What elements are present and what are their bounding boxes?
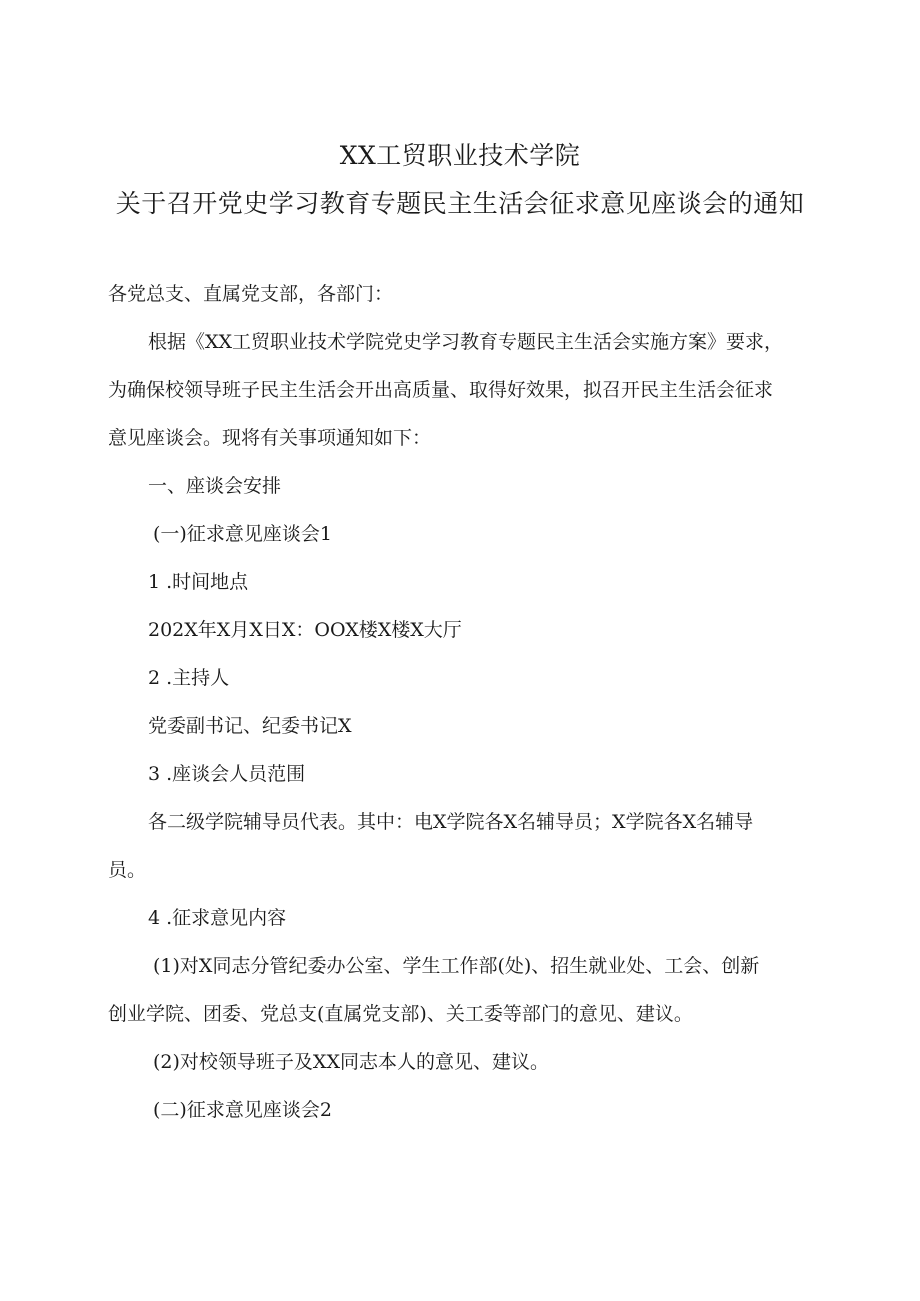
item-text-attendees	[108, 798, 828, 894]
content-point-1-line-2: 创业学院、团委、党总支(直属党支部)、关工委等部门的意见、建议。	[108, 1003, 693, 1025]
intro-line-1: 根据《XX工贸职业技术学院党史学习教育专题民主生活会实施方案》要求，	[148, 331, 784, 353]
document-title-notice: 关于召开党史学习教育专题民主生活会征求意见座谈会的通知	[115, 189, 805, 218]
item-text-time-place: 202X年X月X日X：OOX楼X楼X大厅	[148, 619, 462, 641]
intro-paragraph	[108, 318, 828, 462]
item-heading-attendees: 3 .座谈会人员范围	[148, 763, 306, 785]
subsection-heading-2: (二)征求意见座谈会2	[153, 1099, 332, 1121]
attendees-line-2: 员。	[108, 859, 147, 881]
subsection-heading-1: (一)征求意见座谈会1	[153, 523, 332, 545]
intro-line-2: 为确保校领导班子民主生活会开出高质量、取得好效果，拟召开民主生活会征求	[108, 379, 774, 401]
item-heading-time-place: 1 .时间地点	[148, 571, 249, 593]
content-point-1	[108, 942, 828, 1038]
salutation: 各党总支、直属党支部，各部门：	[108, 283, 394, 305]
item-text-host: 党委副书记、纪委书记X	[148, 715, 352, 737]
section-heading-arrangement: 一、座谈会安排	[148, 475, 282, 497]
content-point-2: (2)对校领导班子及XX同志本人的意见、建议。	[153, 1051, 549, 1073]
attendees-line-1: 各二级学院辅导员代表。其中：电X学院各X名辅导员；X学院各X名辅导	[148, 811, 754, 833]
item-heading-host: 2 .主持人	[148, 667, 230, 689]
item-heading-content: 4 .征求意见内容	[148, 907, 287, 929]
document-title-school: XX工贸职业技术学院	[339, 141, 581, 170]
content-point-1-line-1: (1)对X同志分管纪委办公室、学生工作部(处)、招生就业处、工会、创新	[153, 955, 760, 977]
intro-line-3: 意见座谈会。现将有关事项通知如下：	[108, 427, 432, 449]
